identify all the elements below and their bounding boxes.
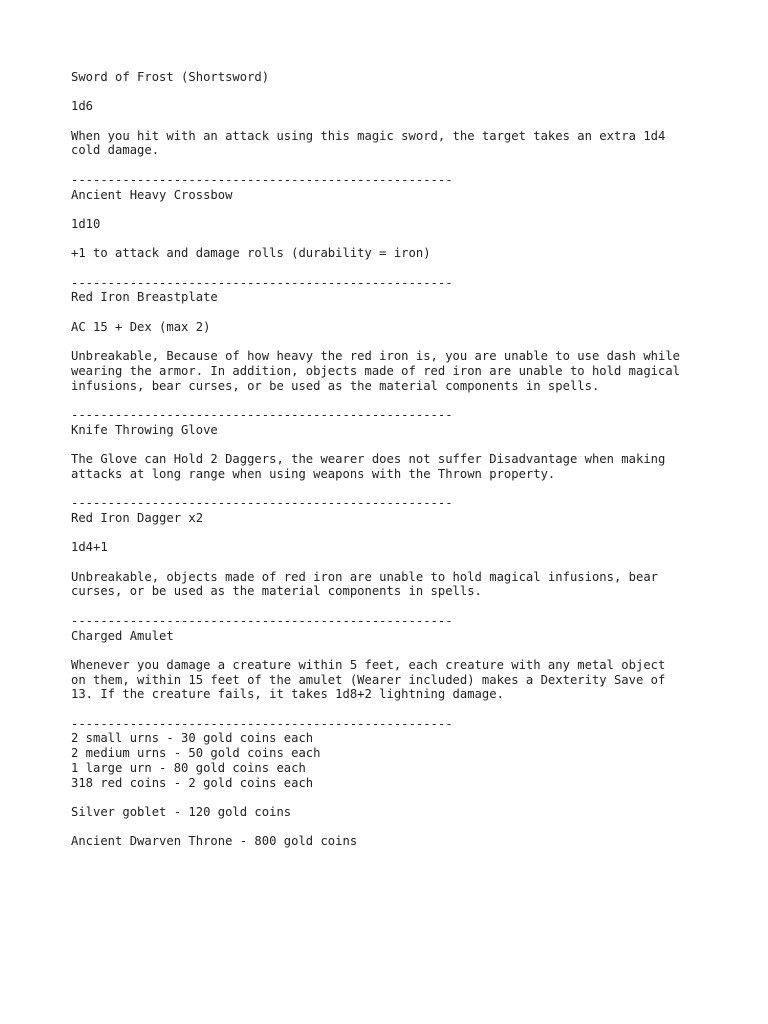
blank-line	[71, 599, 711, 614]
text-line: attacks at long range when using weapons with the Thrown property.	[71, 466, 556, 481]
item-paragraph	[71, 217, 711, 232]
text-line: Sword of Frost (Shortsword)	[71, 70, 270, 84]
item-title	[71, 290, 711, 305]
item-title	[71, 511, 711, 526]
item-section	[71, 599, 711, 702]
blank-line	[71, 437, 711, 452]
blank-line	[71, 85, 711, 100]
blank-line	[71, 114, 711, 129]
item-paragraph	[71, 129, 711, 158]
blank-line	[71, 393, 711, 408]
item-section	[71, 70, 711, 158]
text-line: 1 large urn - 80 gold coins each	[71, 760, 306, 775]
item-title	[71, 188, 711, 203]
blank-line	[71, 526, 711, 541]
blank-line	[71, 261, 711, 276]
text-line: 1d10	[71, 216, 101, 231]
blank-line	[71, 305, 711, 320]
item-paragraph	[71, 349, 711, 393]
text-line: Unbreakable, objects made of red iron are unable to hold magical infusions, bear	[71, 569, 658, 584]
text-line: Silver goblet - 120 gold coins	[71, 804, 292, 819]
section-separator: ----------------------------------------------------	[71, 613, 453, 628]
blank-line	[71, 643, 711, 658]
item-paragraph	[71, 246, 711, 261]
blank-line	[71, 335, 711, 350]
blank-line	[71, 820, 711, 835]
item-paragraph	[71, 452, 711, 481]
blank-line	[71, 482, 711, 497]
item-paragraph	[71, 570, 711, 599]
text-line: Ancient Dwarven Throne - 800 gold coins	[71, 834, 358, 849]
text-line: 13. If the creature fails, it takes 1d8+2 lightning damage.	[71, 687, 504, 702]
blank-line	[71, 555, 711, 570]
item-title	[71, 70, 711, 85]
text-line: Knife Throwing Glove	[71, 422, 218, 437]
text-line: +1 to attack and damage rolls (durability = iron)	[71, 246, 431, 261]
item-paragraph	[71, 540, 711, 555]
text-line: curses, or be used as the material components in spells.	[71, 584, 482, 599]
document-body	[71, 70, 711, 849]
item-section	[71, 158, 711, 261]
text-line: Red Iron Dagger x2	[71, 510, 204, 525]
section-separator: ----------------------------------------------------	[71, 716, 453, 731]
item-paragraph	[71, 805, 711, 820]
item-section	[71, 261, 711, 393]
text-line: Whenever you damage a creature within 5 feet, each creature with any metal object	[71, 657, 666, 672]
blank-line	[71, 702, 711, 717]
section-separator: ----------------------------------------------------	[71, 172, 453, 187]
item-section	[71, 482, 711, 600]
item-paragraph	[71, 731, 711, 790]
blank-line	[71, 202, 711, 217]
section-separator: ----------------------------------------------------	[71, 275, 453, 290]
text-line: wearing the armor. In addition, objects made of red iron are unable to hold magical	[71, 363, 681, 378]
text-line: Ancient Heavy Crossbow	[71, 187, 233, 202]
item-paragraph	[71, 834, 711, 849]
text-line: 1d6	[71, 99, 94, 114]
item-title	[71, 629, 711, 644]
text-line: cold damage.	[71, 143, 160, 158]
blank-line	[71, 790, 711, 805]
text-line: Red Iron Breastplate	[71, 290, 218, 305]
item-paragraph	[71, 320, 711, 335]
item-paragraph	[71, 658, 711, 702]
text-line: The Glove can Hold 2 Daggers, the wearer does not suffer Disadvantage when making	[71, 452, 666, 467]
text-line: 318 red coins - 2 gold coins each	[71, 775, 314, 790]
section-separator: ----------------------------------------------------	[71, 496, 453, 511]
blank-line	[71, 158, 711, 173]
text-line: 2 medium urns - 50 gold coins each	[71, 746, 321, 761]
text-line: 1d4+1	[71, 540, 108, 555]
text-line: Charged Amulet	[71, 628, 174, 643]
item-paragraph	[71, 99, 711, 114]
text-line: on them, within 15 feet of the amulet (Wearer included) makes a Dexterity Save of	[71, 672, 666, 687]
text-line: 2 small urns - 30 gold coins each	[71, 731, 314, 746]
text-line: infusions, bear curses, or be used as the material components in spells.	[71, 378, 600, 393]
text-line: Unbreakable, Because of how heavy the red iron is, you are unable to use dash while	[71, 349, 681, 364]
item-section	[71, 702, 711, 849]
item-title	[71, 423, 711, 438]
section-separator: ----------------------------------------------------	[71, 408, 453, 423]
item-section	[71, 393, 711, 481]
text-line: AC 15 + Dex (max 2)	[71, 319, 211, 334]
blank-line	[71, 232, 711, 247]
text-line: When you hit with an attack using this magic sword, the target takes an extra 1d4	[71, 128, 666, 143]
